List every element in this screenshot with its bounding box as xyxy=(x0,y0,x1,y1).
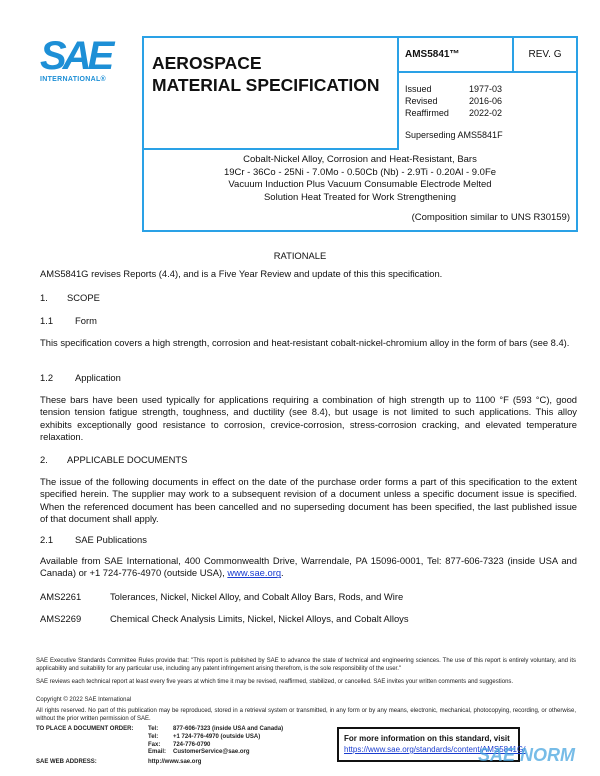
footer-rules: SAE Executive Standards Committee Rules provide that: "This report is published by SAE to advance the state of technical and engineering sciences. The use of this report is entirely voluntary, and its applicability and suitability for any particular use, including any patent infringement arising therefrom, is the sole responsibility of the user." xyxy=(36,658,576,672)
logo-subtitle: INTERNATIONAL® xyxy=(40,76,107,83)
doc-number: AMS5841™ xyxy=(399,38,514,73)
date-reaffirmed: Reaffirmed 2022-02 xyxy=(405,108,503,118)
rationale-text: AMS5841G revises Reports (4.4), and is a Five Year Review and update of this this specification. xyxy=(40,268,443,279)
desc-line: 19Cr - 36Co - 25Ni - 7.0Mo - 0.50Cb (Nb) - 2.9Ti - 0.20Al - 9.0Fe xyxy=(223,166,497,178)
title-line-1: AEROSPACE xyxy=(152,53,262,73)
spec-title xyxy=(144,38,399,150)
section-1-heading: 1. SCOPE xyxy=(40,292,100,303)
section-1-1-text: This specification covers a high strength, corrosion and heat-resistant cobalt-nickel-chromium alloy in the form of bars (see 8.4). xyxy=(40,337,570,348)
sae-logo xyxy=(40,36,120,83)
web-value: http://www.sae.org xyxy=(148,759,202,765)
rationale-heading: RATIONALE xyxy=(273,250,327,261)
title-line-2: MATERIAL SPECIFICATION xyxy=(152,75,380,95)
reference-row: AMS2269 Chemical Check Analysis Limits, Nickel, Nickel Alloys, and Cobalt Alloys xyxy=(40,613,409,624)
footer-rights: All rights reserved. No part of this publication may be reproduced, stored in a retrieval system or transmitted, in any form or by any means, electronic, mechanical, photocopying, recording, or otherwise, without the prior written permission of SAE. xyxy=(36,708,576,722)
spec-description xyxy=(144,150,576,230)
reference-row: AMS2261 Tolerances, Nickel, Nickel Alloy, and Cobalt Alloy Bars, Rods, and Wire xyxy=(40,591,404,602)
order-label: TO PLACE A DOCUMENT ORDER: xyxy=(36,726,134,732)
section-1-1-heading: 1.1 Form xyxy=(40,315,97,326)
section-2-heading: 2. APPLICABLE DOCUMENTS xyxy=(40,454,188,465)
desc-line: Solution Heat Treated for Work Strengthening xyxy=(263,191,457,203)
section-1-2-heading: 1.2 Application xyxy=(40,372,121,383)
section-2-1-heading: 2.1 SAE Publications xyxy=(40,534,147,545)
section-2-1-text: Available from SAE International, 400 Commonwealth Drive, Warrendale, PA 15096-0001, Tel: 877-606-7323 (inside USA and Canada) or +1 724-776-4970 (outside USA), www.sae.org. xyxy=(40,555,577,579)
logo-mark: SAE xyxy=(40,34,111,78)
section-1-2-text: These bars have been used typically for applications requiring a combination of high strength up to 1100 °F (593 °C), good tension tension fatigue strength, toughness, and ductility (see 8.4), but usage is not limited to such applications. This alloy exhibits exceptionally good resistance to corrosion, crevice-corrosion, stress-corrosion cracking, and elevated temperature relaxation. xyxy=(40,394,577,443)
date-issued: Issued 1977-03 xyxy=(405,84,503,94)
section-2-text: The issue of the following documents in effect on the date of the purchase order forms a part of this specification to the extent specified herein. The supplier may work to a subsequent revision of a document unless a specific document issue is specified. When the referenced document has been cancelled and no superseding document has been specified, the last published issue of that document shall apply. xyxy=(40,476,577,525)
footer-review: SAE reviews each technical report at least every five years at which time it may be revised, reaffirmed, stabilized, or cancelled. SAE invites your written comments and suggestions. xyxy=(36,679,514,685)
watermark: SAE NORM xyxy=(478,745,576,765)
standard-link[interactable]: https://www.sae.org/standards/content/AMS5841G/ xyxy=(344,745,526,754)
revision: REV. G xyxy=(514,38,576,73)
date-revised: Revised 2016-06 xyxy=(405,96,503,106)
composition-note: (Composition similar to UNS R30159) xyxy=(411,211,570,223)
spec-header-box xyxy=(142,36,578,232)
desc-line: Cobalt-Nickel Alloy, Corrosion and Heat-Resistant, Bars xyxy=(243,154,477,165)
dates-block xyxy=(399,73,576,150)
info-title: For more information on this standard, visit xyxy=(344,734,510,743)
footer-copyright: Copyright © 2022 SAE International xyxy=(36,697,132,703)
desc-line: Vacuum Induction Plus Vacuum Consumable Electrode Melted xyxy=(228,179,492,190)
order-contacts: Tel: 877-606-7323 (inside USA and Canada) Tel: +1 724-776-4970 (outside USA) Fax: 724-776-0790 Email: CustomerService@sae.org xyxy=(148,726,284,756)
web-label: SAE WEB ADDRESS: xyxy=(36,759,97,765)
sae-link[interactable]: www.sae.org xyxy=(227,567,282,579)
superseding: Superseding AMS5841F xyxy=(405,130,503,140)
